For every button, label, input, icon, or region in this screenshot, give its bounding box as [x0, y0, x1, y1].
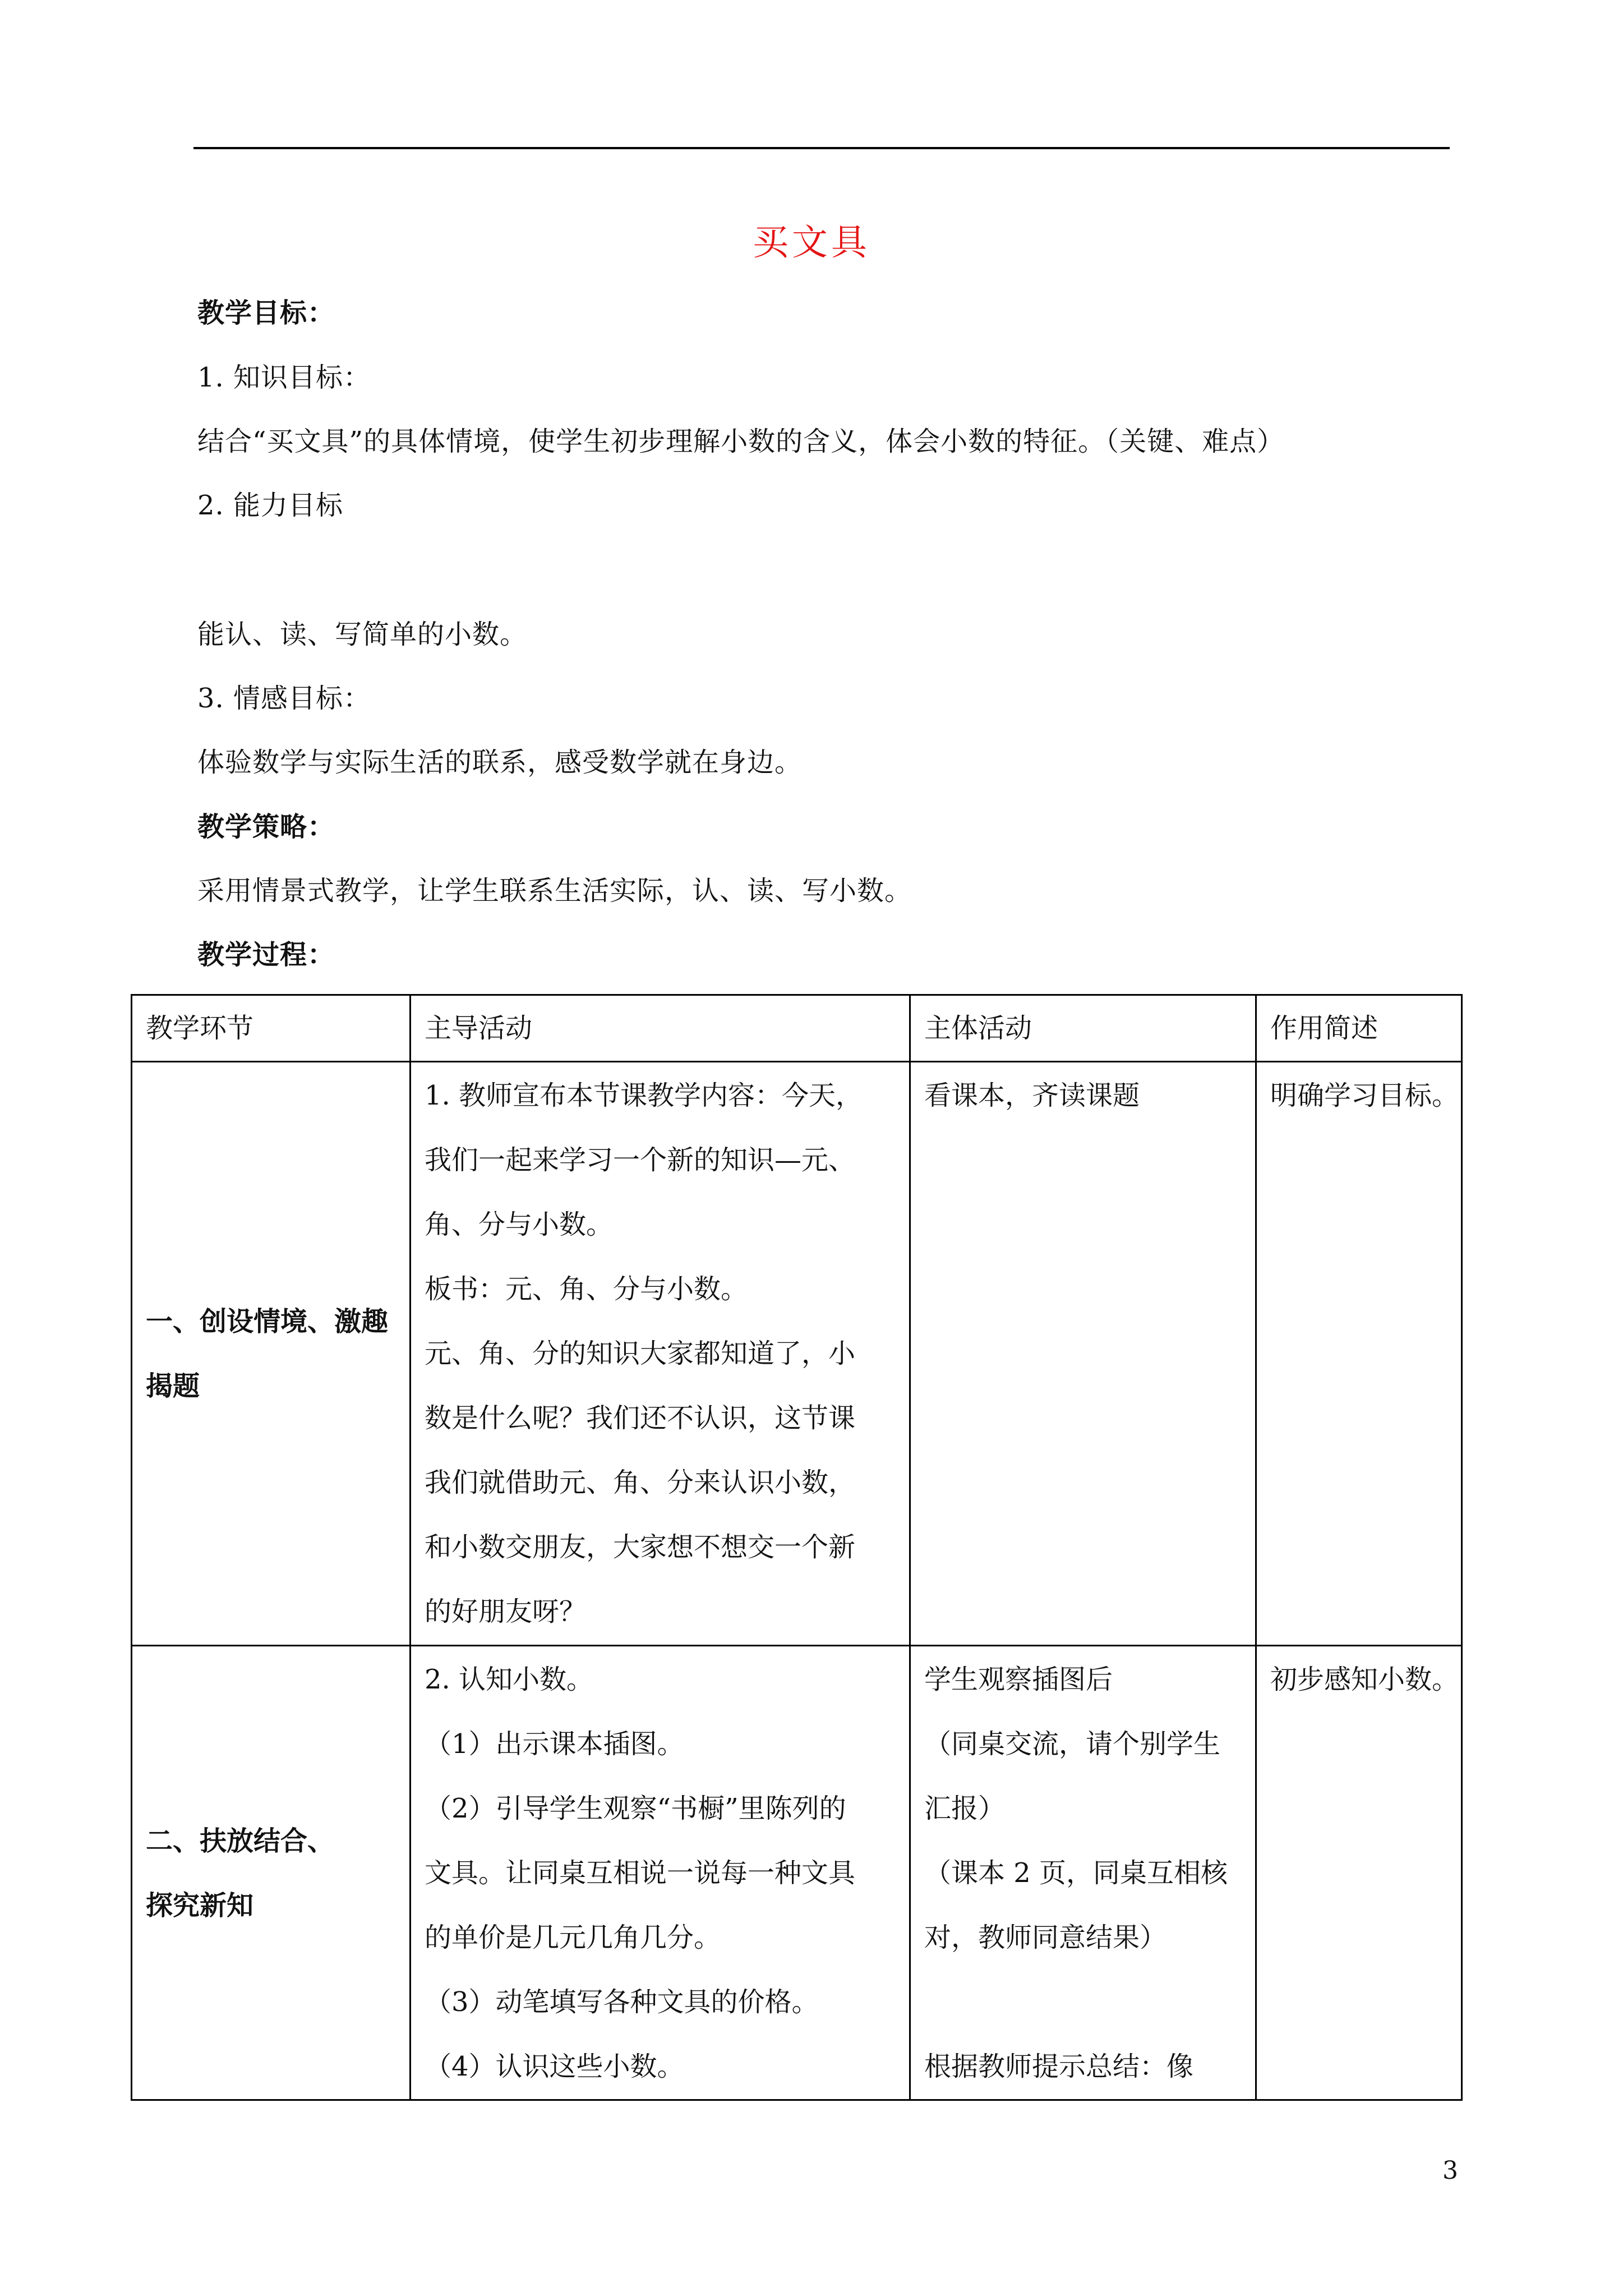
student-line: 汇报）: [924, 1793, 1006, 1824]
lead-line: 数是什么呢？我们还不认识，这节课: [425, 1402, 856, 1434]
strategy-text: 采用情景式教学，让学生联系生活实际，认、读、写小数。: [197, 875, 912, 907]
document-title: 买文具: [753, 222, 870, 264]
lead-line: 板书：元、角、分与小数。: [425, 1273, 748, 1305]
table-row: [132, 1062, 1462, 1646]
stage-line: 一、创设情境、激趣: [146, 1306, 389, 1337]
stage-line: 揭题: [146, 1370, 200, 1402]
student-activity-cell: [910, 1646, 1256, 2100]
teaching-process-table: [131, 994, 1463, 2101]
header-purpose: 作用简述: [1256, 995, 1462, 1062]
student-activity-cell: [910, 1062, 1256, 1646]
lead-line: （2）引导学生观察“书橱”里陈列的: [425, 1793, 846, 1824]
header-stage: 教学环节: [132, 995, 411, 1062]
lead-line: 的好朋友呀？: [425, 1596, 587, 1627]
goal2-heading: 2. 能力目标: [197, 490, 344, 521]
lead-line: 2. 认知小数。: [425, 1664, 594, 1695]
goal1-heading: 1. 知识目标：: [197, 362, 371, 393]
student-line: （课本 2 页，同桌互相核: [924, 1857, 1228, 1889]
student-line: 学生观察插图后: [924, 1664, 1113, 1695]
header-student-activity: 主体活动: [910, 995, 1256, 1062]
student-line: 根据教师提示总结：像: [924, 2051, 1194, 2082]
purpose-cell: [1256, 1062, 1462, 1646]
lead-line: 的单价是几元几角几分。: [425, 1922, 721, 1953]
header-lead-activity: 主导活动: [411, 995, 910, 1062]
student-line: （同桌交流，请个别学生: [924, 1728, 1221, 1760]
goal3-heading: 3. 情感目标：: [197, 683, 371, 714]
lead-line: （4）认识这些小数。: [425, 2051, 684, 2082]
student-line: 对，教师同意结果）: [924, 1922, 1167, 1953]
student-line: 看课本，齐读课题: [924, 1080, 1140, 1111]
student-line: [924, 1970, 1242, 2035]
process-heading: 教学过程：: [197, 939, 335, 970]
lead-line: 元、角、分的知识大家都知道了，小: [425, 1338, 856, 1369]
lead-line: 文具。让同桌互相说一说每一种文具: [425, 1857, 856, 1889]
table-row: [132, 1646, 1462, 2100]
purpose-line: 明确学习目标。: [1270, 1080, 1459, 1111]
stage-cell: [132, 1062, 411, 1646]
goals-heading: 教学目标：: [197, 297, 335, 329]
stage-line: 二、扶放结合、: [146, 1825, 335, 1857]
lead-line: 我们一起来学习一个新的知识—元、: [425, 1144, 856, 1176]
goal3-text: 体验数学与实际生活的联系，感受数学就在身边。: [197, 747, 803, 778]
purpose-line: 初步感知小数。: [1270, 1664, 1459, 1695]
stage-line: 探究新知: [146, 1889, 254, 1921]
page-number: 3: [1442, 2156, 1458, 2185]
purpose-cell: [1256, 1646, 1462, 2100]
goal2-text: 能认、读、写简单的小数。: [197, 619, 528, 650]
stage-cell: [132, 1646, 411, 2100]
goal1-text: 结合“买文具”的具体情境，使学生初步理解小数的含义，体会小数的特征。（关键、难点）: [197, 426, 1285, 457]
lead-line: 我们就借助元、角、分来认识小数，: [425, 1467, 856, 1498]
header-rule: [193, 147, 1450, 149]
lead-line: 1. 教师宣布本节课教学内容：今天，: [425, 1080, 863, 1111]
strategy-heading: 教学策略：: [197, 811, 335, 843]
lead-activity-cell: [411, 1062, 910, 1646]
lead-line: 角、分与小数。: [425, 1209, 614, 1240]
table-header-row: [132, 995, 1462, 1062]
lead-line: （1）出示课本插图。: [425, 1728, 684, 1760]
lead-line: 和小数交朋友，大家想不想交一个新: [425, 1531, 856, 1563]
lead-line: （3）动笔填写各种文具的价格。: [425, 1986, 819, 2018]
lead-activity-cell: [411, 1646, 910, 2100]
